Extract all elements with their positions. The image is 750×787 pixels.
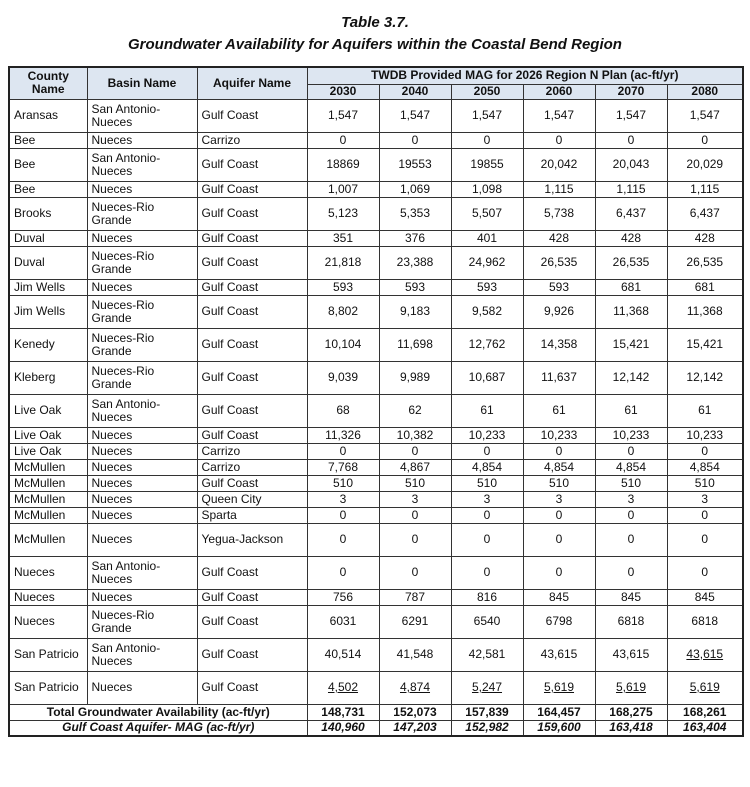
value-cell: 510 [595,475,667,491]
aquifer-cell: Gulf Coast [197,427,307,443]
value-cell: 6,437 [595,197,667,230]
value-cell: 351 [307,230,379,246]
table-row [9,459,743,475]
value-cell: 3 [523,491,595,507]
aquifer-cell: Gulf Coast [197,99,307,132]
value-cell: 26,535 [667,246,743,279]
value-cell: 0 [451,443,523,459]
county-cell: McMullen [9,507,87,523]
value-cell: 0 [307,556,379,589]
county-cell: Jim Wells [9,295,87,328]
total-row [9,704,743,720]
value-cell: 1,547 [595,99,667,132]
value-cell: 21,818 [307,246,379,279]
county-cell: Duval [9,230,87,246]
table-row [9,394,743,427]
value-cell: 4,867 [379,459,451,475]
value-cell: 0 [379,132,451,148]
value-cell: 593 [451,279,523,295]
header-mag: TWDB Provided MAG for 2026 Region N Plan (ac-ft/yr) [307,67,743,84]
basin-cell: Nueces-Rio Grande [87,295,197,328]
total-cell: 148,731 [307,704,379,720]
gulf-coast-label: Gulf Coast Aquifer- MAG (ac-ft/yr) [9,720,307,736]
value-cell: 10,233 [451,427,523,443]
total-label: Total Groundwater Availability (ac-ft/yr) [9,704,307,720]
value-cell: 11,368 [667,295,743,328]
value-cell: 15,421 [595,328,667,361]
county-cell: Live Oak [9,427,87,443]
table-row [9,443,743,459]
table-row [9,148,743,181]
table-row [9,491,743,507]
value-cell: 9,989 [379,361,451,394]
aquifer-cell: Gulf Coast [197,148,307,181]
county-cell: San Patricio [9,671,87,704]
value-cell: 1,547 [451,99,523,132]
county-cell: McMullen [9,459,87,475]
header-county: County Name [9,67,87,99]
value-cell: 1,115 [667,181,743,197]
table-row [9,181,743,197]
value-cell: 0 [451,507,523,523]
value-cell: 593 [523,279,595,295]
value-cell: 0 [595,443,667,459]
basin-cell: San Antonio-Nueces [87,638,197,671]
value-cell: 0 [667,443,743,459]
value-cell: 0 [595,523,667,556]
value-cell: 4,854 [667,459,743,475]
value-cell: 593 [307,279,379,295]
value-cell: 845 [595,589,667,605]
basin-cell: Nueces [87,491,197,507]
aquifer-cell: Gulf Coast [197,279,307,295]
basin-cell: San Antonio-Nueces [87,394,197,427]
basin-cell: Nueces-Rio Grande [87,328,197,361]
county-cell: Nueces [9,605,87,638]
value-cell: 1,098 [451,181,523,197]
value-cell: 42,581 [451,638,523,671]
table-row [9,361,743,394]
value-cell: 428 [667,230,743,246]
value-cell: 5,619 [523,671,595,704]
basin-cell: Nueces [87,589,197,605]
value-cell: 0 [667,507,743,523]
value-cell: 5,507 [451,197,523,230]
value-cell: 0 [451,523,523,556]
value-cell: 10,687 [451,361,523,394]
basin-cell: Nueces [87,181,197,197]
value-cell: 1,547 [523,99,595,132]
basin-cell: Nueces-Rio Grande [87,197,197,230]
aquifer-cell: Gulf Coast [197,295,307,328]
aquifer-cell: Gulf Coast [197,361,307,394]
value-cell: 11,326 [307,427,379,443]
value-cell: 845 [667,589,743,605]
value-cell: 43,615 [523,638,595,671]
aquifer-cell: Carrizo [197,443,307,459]
value-cell: 6798 [523,605,595,638]
value-cell: 43,615 [595,638,667,671]
value-cell: 8,802 [307,295,379,328]
table-title: Groundwater Availability for Aquifers within the Coastal Bend Region [128,36,622,53]
value-cell: 12,142 [667,361,743,394]
basin-cell: Nueces [87,427,197,443]
value-cell: 61 [523,394,595,427]
value-cell: 0 [595,556,667,589]
value-cell: 14,358 [523,328,595,361]
basin-cell: Nueces [87,459,197,475]
aquifer-cell: Gulf Coast [197,475,307,491]
header-year: 2080 [667,84,743,99]
value-cell: 510 [523,475,595,491]
value-cell: 1,115 [595,181,667,197]
value-cell: 3 [451,491,523,507]
table-row [9,328,743,361]
county-cell: Live Oak [9,394,87,427]
value-cell: 593 [379,279,451,295]
value-cell: 23,388 [379,246,451,279]
value-cell: 20,029 [667,148,743,181]
table-row [9,507,743,523]
table-row [9,197,743,230]
value-cell: 6,437 [667,197,743,230]
basin-cell: Nueces-Rio Grande [87,605,197,638]
total-cell: 168,275 [595,704,667,720]
value-cell: 0 [307,523,379,556]
header-basin: Basin Name [87,67,197,99]
aquifer-cell: Gulf Coast [197,197,307,230]
county-cell: McMullen [9,523,87,556]
header-year: 2060 [523,84,595,99]
value-cell: 9,926 [523,295,595,328]
value-cell: 26,535 [523,246,595,279]
gulf-coast-cell: 163,404 [667,720,743,736]
basin-cell: San Antonio-Nueces [87,556,197,589]
aquifer-cell: Gulf Coast [197,394,307,427]
aquifer-cell: Carrizo [197,132,307,148]
table-row [9,295,743,328]
table-row [9,556,743,589]
value-cell: 401 [451,230,523,246]
table-row [9,671,743,704]
basin-cell: San Antonio-Nueces [87,99,197,132]
table-row [9,230,743,246]
value-cell: 6818 [595,605,667,638]
county-cell: Bee [9,181,87,197]
county-cell: Aransas [9,99,87,132]
value-cell: 845 [523,589,595,605]
table-row [9,427,743,443]
value-cell: 20,042 [523,148,595,181]
value-cell: 5,738 [523,197,595,230]
value-cell: 0 [379,556,451,589]
value-cell: 11,698 [379,328,451,361]
value-cell: 5,619 [667,671,743,704]
county-cell: Duval [9,246,87,279]
basin-cell: Nueces [87,230,197,246]
value-cell: 681 [595,279,667,295]
value-cell: 19553 [379,148,451,181]
value-cell: 0 [595,507,667,523]
value-cell: 6818 [667,605,743,638]
header-year: 2050 [451,84,523,99]
value-cell: 5,247 [451,671,523,704]
value-cell: 1,069 [379,181,451,197]
table-body [9,99,743,704]
table-row [9,605,743,638]
value-cell: 3 [595,491,667,507]
value-cell: 428 [523,230,595,246]
value-cell: 4,854 [451,459,523,475]
value-cell: 0 [379,443,451,459]
basin-cell: Nueces [87,507,197,523]
value-cell: 787 [379,589,451,605]
table-row [9,638,743,671]
value-cell: 62 [379,394,451,427]
gulf-coast-cell: 140,960 [307,720,379,736]
table-row [9,589,743,605]
value-cell: 6291 [379,605,451,638]
value-cell: 12,762 [451,328,523,361]
header-year: 2040 [379,84,451,99]
county-cell: Live Oak [9,443,87,459]
basin-cell: Nueces [87,475,197,491]
aquifer-cell: Gulf Coast [197,671,307,704]
county-cell: Brooks [9,197,87,230]
gulf-coast-row [9,720,743,736]
basin-cell: Nueces [87,279,197,295]
basin-cell: Nueces [87,523,197,556]
value-cell: 9,039 [307,361,379,394]
value-cell: 0 [379,523,451,556]
value-cell: 11,368 [595,295,667,328]
value-cell: 9,582 [451,295,523,328]
value-cell: 0 [595,132,667,148]
total-cell: 164,457 [523,704,595,720]
gulf-coast-cell: 152,982 [451,720,523,736]
aquifer-cell: Gulf Coast [197,328,307,361]
value-cell: 11,637 [523,361,595,394]
value-cell: 12,142 [595,361,667,394]
value-cell: 756 [307,589,379,605]
value-cell: 0 [667,523,743,556]
county-cell: Jim Wells [9,279,87,295]
value-cell: 19855 [451,148,523,181]
value-cell: 428 [595,230,667,246]
value-cell: 0 [667,132,743,148]
county-cell: Bee [9,132,87,148]
aquifer-cell: Queen City [197,491,307,507]
value-cell: 3 [307,491,379,507]
basin-cell: San Antonio-Nueces [87,148,197,181]
value-cell: 0 [307,507,379,523]
value-cell: 1,007 [307,181,379,197]
aquifer-cell: Gulf Coast [197,246,307,279]
value-cell: 43,615 [667,638,743,671]
value-cell: 1,547 [307,99,379,132]
basin-cell: Nueces [87,671,197,704]
value-cell: 0 [667,556,743,589]
value-cell: 0 [523,523,595,556]
header-year: 2070 [595,84,667,99]
header-aquifer: Aquifer Name [197,67,307,99]
table-row [9,279,743,295]
value-cell: 61 [451,394,523,427]
value-cell: 1,547 [667,99,743,132]
value-cell: 0 [523,443,595,459]
aquifer-cell: Gulf Coast [197,230,307,246]
value-cell: 681 [667,279,743,295]
county-cell: Nueces [9,589,87,605]
value-cell: 7,768 [307,459,379,475]
gulf-coast-cell: 163,418 [595,720,667,736]
value-cell: 5,619 [595,671,667,704]
groundwater-table [8,66,744,737]
value-cell: 510 [667,475,743,491]
county-cell: Kleberg [9,361,87,394]
value-cell: 6540 [451,605,523,638]
table-row [9,246,743,279]
value-cell: 10,233 [595,427,667,443]
value-cell: 9,183 [379,295,451,328]
table-row [9,99,743,132]
county-cell: Bee [9,148,87,181]
value-cell: 0 [379,507,451,523]
county-cell: Kenedy [9,328,87,361]
aquifer-cell: Gulf Coast [197,605,307,638]
total-cell: 157,839 [451,704,523,720]
value-cell: 15,421 [667,328,743,361]
aquifer-cell: Yegua-Jackson [197,523,307,556]
value-cell: 6031 [307,605,379,638]
aquifer-cell: Gulf Coast [197,589,307,605]
value-cell: 0 [307,132,379,148]
value-cell: 1,547 [379,99,451,132]
value-cell: 1,115 [523,181,595,197]
value-cell: 20,043 [595,148,667,181]
gulf-coast-cell: 159,600 [523,720,595,736]
value-cell: 68 [307,394,379,427]
value-cell: 376 [379,230,451,246]
value-cell: 510 [307,475,379,491]
aquifer-cell: Gulf Coast [197,556,307,589]
value-cell: 4,874 [379,671,451,704]
gulf-coast-cell: 147,203 [379,720,451,736]
value-cell: 4,854 [595,459,667,475]
value-cell: 10,233 [667,427,743,443]
value-cell: 3 [667,491,743,507]
header-year: 2030 [307,84,379,99]
value-cell: 24,962 [451,246,523,279]
value-cell: 510 [451,475,523,491]
basin-cell: Nueces [87,443,197,459]
value-cell: 816 [451,589,523,605]
basin-cell: Nueces-Rio Grande [87,246,197,279]
value-cell: 0 [523,556,595,589]
table-row [9,132,743,148]
aquifer-cell: Carrizo [197,459,307,475]
value-cell: 4,854 [523,459,595,475]
value-cell: 510 [379,475,451,491]
value-cell: 40,514 [307,638,379,671]
value-cell: 5,123 [307,197,379,230]
value-cell: 0 [307,443,379,459]
county-cell: Nueces [9,556,87,589]
aquifer-cell: Sparta [197,507,307,523]
total-cell: 152,073 [379,704,451,720]
total-cell: 168,261 [667,704,743,720]
table-row [9,523,743,556]
value-cell: 0 [523,507,595,523]
table-number: Table 3.7. [341,14,409,31]
value-cell: 61 [667,394,743,427]
value-cell: 0 [451,132,523,148]
basin-cell: Nueces-Rio Grande [87,361,197,394]
basin-cell: Nueces [87,132,197,148]
value-cell: 4,502 [307,671,379,704]
value-cell: 61 [595,394,667,427]
county-cell: McMullen [9,491,87,507]
value-cell: 3 [379,491,451,507]
table-row [9,475,743,491]
aquifer-cell: Gulf Coast [197,181,307,197]
value-cell: 5,353 [379,197,451,230]
value-cell: 10,382 [379,427,451,443]
value-cell: 41,548 [379,638,451,671]
value-cell: 26,535 [595,246,667,279]
county-cell: McMullen [9,475,87,491]
value-cell: 0 [523,132,595,148]
value-cell: 10,233 [523,427,595,443]
value-cell: 0 [451,556,523,589]
value-cell: 10,104 [307,328,379,361]
value-cell: 18869 [307,148,379,181]
aquifer-cell: Gulf Coast [197,638,307,671]
county-cell: San Patricio [9,638,87,671]
